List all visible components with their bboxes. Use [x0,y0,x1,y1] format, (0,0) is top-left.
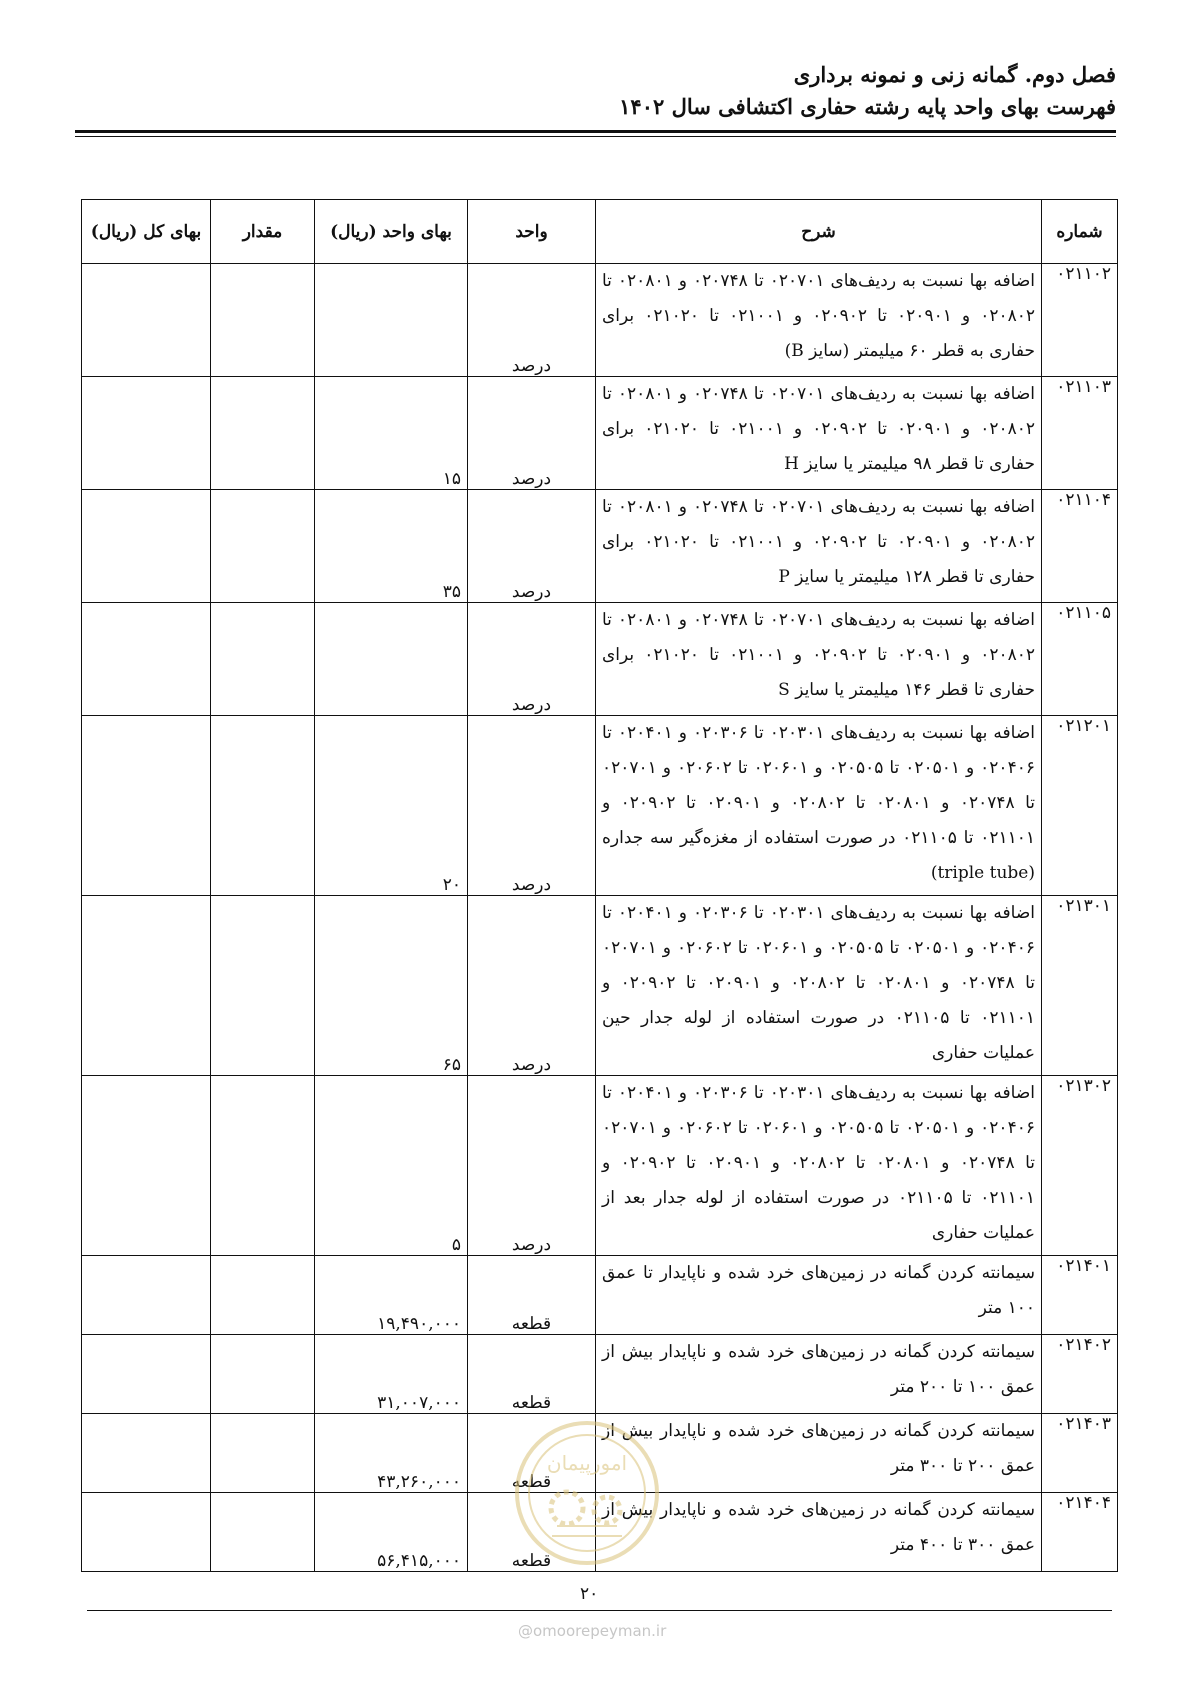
table-row [82,1076,1118,1256]
row-unit: درصد [468,716,596,896]
footer-rule [87,1610,1112,1611]
row-quantity [211,1256,315,1335]
row-description: اضافه بها نسبت به ردیف‌های ۰۲۰۳۰۱ تا ۰۲۰۳۰۶ و ۰۲۰۴۰۱ تا ۰۲۰۴۰۶ و ۰۲۰۵۰۱ تا ۰۲۰۵۰۵ و ۰۲۰۶۰۱ تا ۰۲۰۶۰۲ و ۰۲۰۷۰۱ تا ۰۲۰۷۴۸ و ۰۲۰۸۰۱ تا ۰۲۰۸۰۲ و ۰۲۰۹۰۱ تا ۰۲۰۹۰۲ و ۰۲۱۱۰۱ تا ۰۲۱۱۰۵ در صورت استفاده از لوله جدار حین عملیات حفاری [596,896,1042,1076]
row-code: ۰۲۱۱۰۲ [1042,264,1118,377]
row-unit-price: ۵۶,۴۱۵,۰۰۰ [315,1493,468,1572]
table-row [82,896,1118,1076]
row-total [82,716,211,896]
row-quantity [211,490,315,603]
table-row [82,716,1118,896]
row-quantity [211,1493,315,1572]
table-row [82,490,1118,603]
page-header [75,60,1116,124]
row-description: سیمانته کردن گمانه در زمین‌های خرد شده و ناپایدار بیش از عمق ۱۰۰ تا ۲۰۰ متر [596,1335,1042,1414]
row-unit: درصد [468,377,596,490]
table-row [82,377,1118,490]
row-description: اضافه بها نسبت به ردیف‌های ۰۲۰۷۰۱ تا ۰۲۰۷۴۸ و ۰۲۰۸۰۱ تا ۰۲۰۸۰۲ و ۰۲۰۹۰۱ تا ۰۲۰۹۰۲ و ۰۲۱۰۰۱ تا ۰۲۱۰۲۰ برای حفاری به قطر ۶۰ میلیمتر (سایز B) [596,264,1042,377]
seal-watermark-icon [512,1418,662,1568]
row-code: ۰۲۱۱۰۴ [1042,490,1118,603]
row-quantity [211,377,315,490]
price-table [81,199,1118,1572]
row-unit-price: ۵ [315,1076,468,1256]
col-header-unit: واحد [468,200,596,264]
row-total [82,1256,211,1335]
row-quantity [211,1335,315,1414]
row-total [82,377,211,490]
row-unit-price: ۳۵ [315,490,468,603]
table-row [82,1256,1118,1335]
row-description: اضافه بها نسبت به ردیف‌های ۰۲۰۳۰۱ تا ۰۲۰۳۰۶ و ۰۲۰۴۰۱ تا ۰۲۰۴۰۶ و ۰۲۰۵۰۱ تا ۰۲۰۵۰۵ و ۰۲۰۶۰۱ تا ۰۲۰۶۰۲ و ۰۲۰۷۰۱ تا ۰۲۰۷۴۸ و ۰۲۰۸۰۱ تا ۰۲۰۸۰۲ و ۰۲۰۹۰۱ تا ۰۲۰۹۰۲ و ۰۲۱۱۰۱ تا ۰۲۱۱۰۵ در صورت استفاده از لوله جدار بعد از عملیات حفاری [596,1076,1042,1256]
row-total [82,603,211,716]
seal-text: امورپیمان [546,1451,628,1475]
row-quantity [211,1076,315,1256]
row-unit-price: ۱۵ [315,377,468,490]
chapter-title: فصل دوم. گمانه زنی و نمونه برداری [793,62,1116,87]
header-rule-thick [75,130,1116,133]
row-quantity [211,264,315,377]
row-description: اضافه بها نسبت به ردیف‌های ۰۲۰۷۰۱ تا ۰۲۰۷۴۸ و ۰۲۰۸۰۱ تا ۰۲۰۸۰۲ و ۰۲۰۹۰۱ تا ۰۲۰۹۰۲ و ۰۲۱۰۰۱ تا ۰۲۱۰۲۰ برای حفاری تا قطر ۱۴۶ میلیمتر یا سایز S [596,603,1042,716]
row-code: ۰۲۱۳۰۱ [1042,896,1118,1076]
row-unit-price [315,603,468,716]
row-total [82,1493,211,1572]
col-header-code: شماره [1042,200,1118,264]
row-total [82,264,211,377]
row-total [82,1335,211,1414]
row-description: سیمانته کردن گمانه در زمین‌های خرد شده و ناپایدار تا عمق ۱۰۰ متر [596,1256,1042,1335]
row-total [82,490,211,603]
row-code: ۰۲۱۴۰۱ [1042,1256,1118,1335]
row-unit-price: ۶۵ [315,896,468,1076]
row-quantity [211,1414,315,1493]
row-description: اضافه بها نسبت به ردیف‌های ۰۲۰۳۰۱ تا ۰۲۰۳۰۶ و ۰۲۰۴۰۱ تا ۰۲۰۴۰۶ و ۰۲۰۵۰۱ تا ۰۲۰۵۰۵ و ۰۲۰۶۰۱ تا ۰۲۰۶۰۲ و ۰۲۰۷۰۱ تا ۰۲۰۷۴۸ و ۰۲۰۸۰۱ تا ۰۲۰۸۰۲ و ۰۲۰۹۰۱ تا ۰۲۰۹۰۲ و ۰۲۱۱۰۱ تا ۰۲۱۱۰۵ در صورت استفاده از مغزه‌گیر سه جداره (triple tube) [596,716,1042,896]
table-row [82,264,1118,377]
list-title: فهرست بهای واحد پایه رشته حفاری اکتشافی سال ۱۴۰۲ [619,94,1116,119]
col-header-unit-price: بهای واحد (ریال) [315,200,468,264]
row-unit: قطعه [468,1493,596,1572]
row-quantity [211,896,315,1076]
row-unit: درصد [468,1076,596,1256]
table-row [82,603,1118,716]
row-quantity [211,603,315,716]
row-unit: درصد [468,264,596,377]
row-description: سیمانته کردن گمانه در زمین‌های خرد شده و ناپایدار بیش از عمق ۲۰۰ تا ۳۰۰ متر [596,1414,1042,1493]
row-unit: درصد [468,896,596,1076]
row-code: ۰۲۱۳۰۲ [1042,1076,1118,1256]
row-unit-price [315,264,468,377]
row-description: اضافه بها نسبت به ردیف‌های ۰۲۰۷۰۱ تا ۰۲۰۷۴۸ و ۰۲۰۸۰۱ تا ۰۲۰۸۰۲ و ۰۲۰۹۰۱ تا ۰۲۰۹۰۲ و ۰۲۱۰۰۱ تا ۰۲۱۰۲۰ برای حفاری تا قطر ۹۸ میلیمتر یا سایز H [596,377,1042,490]
row-total [82,1076,211,1256]
col-header-quantity: مقدار [211,200,315,264]
row-unit: قطعه [468,1414,596,1493]
row-code: ۰۲۱۴۰۳ [1042,1414,1118,1493]
row-unit-price: ۱۹,۴۹۰,۰۰۰ [315,1256,468,1335]
row-unit: قطعه [468,1256,596,1335]
row-unit-price: ۳۱,۰۰۷,۰۰۰ [315,1335,468,1414]
header-rule-thin [75,136,1116,137]
page-number: ۲۰ [580,1584,599,1604]
row-unit: قطعه [468,1335,596,1414]
row-unit: درصد [468,490,596,603]
row-quantity [211,716,315,896]
row-code: ۰۲۱۱۰۳ [1042,377,1118,490]
row-total [82,896,211,1076]
row-code: ۰۲۱۴۰۲ [1042,1335,1118,1414]
row-code: ۰۲۱۲۰۱ [1042,716,1118,896]
row-total [82,1414,211,1493]
row-description: اضافه بها نسبت به ردیف‌های ۰۲۰۷۰۱ تا ۰۲۰۷۴۸ و ۰۲۰۸۰۱ تا ۰۲۰۸۰۲ و ۰۲۰۹۰۱ تا ۰۲۰۹۰۲ و ۰۲۱۰۰۱ تا ۰۲۱۰۲۰ برای حفاری تا قطر ۱۲۸ میلیمتر یا سایز P [596,490,1042,603]
row-unit: درصد [468,603,596,716]
watermark-url: @omoorepeyman.ir [518,1622,667,1640]
table-row [82,1335,1118,1414]
col-header-description: شرح [596,200,1042,264]
table-header-row [82,200,1118,264]
row-unit-price: ۲۰ [315,716,468,896]
row-code: ۰۲۱۱۰۵ [1042,603,1118,716]
col-header-total-price: بهای کل (ریال) [82,200,211,264]
row-code: ۰۲۱۴۰۴ [1042,1493,1118,1572]
row-description: سیمانته کردن گمانه در زمین‌های خرد شده و ناپایدار بیش از عمق ۳۰۰ تا ۴۰۰ متر [596,1493,1042,1572]
row-unit-price: ۴۳,۲۶۰,۰۰۰ [315,1414,468,1493]
